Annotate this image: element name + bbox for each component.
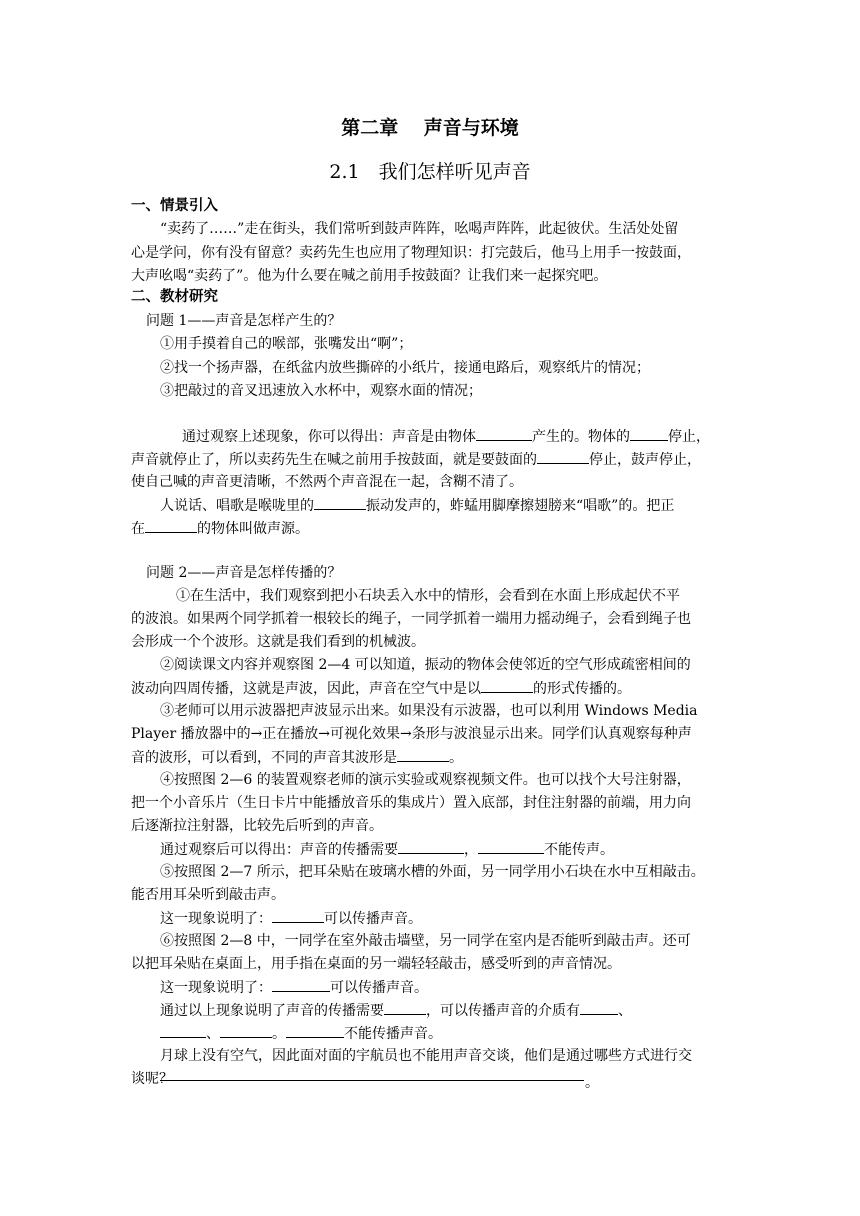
q2-para-3-line-1: ③老师可以用示波器把声波显示出来。如果没有示波器，也可以利用 Windows Media xyxy=(160,703,698,719)
explain-solid xyxy=(160,976,731,999)
moon-question-line-1: 月球上没有空气，因此面对面的宇航员也不能用声音交谈，他们是通过哪些方式进行交 xyxy=(160,1048,692,1064)
q2-para-5-line-2: 能否用耳朵听到敲击声。 xyxy=(131,887,285,903)
text-segment: 通过观察上述现象，你可以得出：声音是由物体 xyxy=(182,429,476,445)
fill-blank[interactable] xyxy=(314,494,366,510)
text-segment: 停止，鼓声停止， xyxy=(589,452,701,468)
text-segment: 通过以上现象说明了声音的传播需要 xyxy=(160,1003,384,1019)
fill-blank[interactable] xyxy=(272,976,330,992)
observation-line-3: 使自己喊的声音更清晰，不然两个声音混在一起，含糊不清了。 xyxy=(131,474,523,490)
text-segment: 不能传播声音。 xyxy=(344,1026,442,1042)
q2-para-1-line-2: 的波浪。如果两个同学抓着一根较长的绳子，一同学抓着一端用力摇动绳子，会看到绳子也 xyxy=(131,611,691,627)
answer-end-mark: 。 xyxy=(585,1075,599,1091)
text-segment: 这一现象说明了： xyxy=(160,911,272,927)
fill-blank[interactable] xyxy=(160,1022,206,1038)
q2-para-1-line-1: ①在生活中，我们观察到把小石块丢入水中的情形，会看到在水面上形成起伏不平 xyxy=(176,588,680,604)
fill-blank[interactable] xyxy=(220,1022,272,1038)
fill-blank[interactable] xyxy=(145,517,197,533)
fill-blank[interactable] xyxy=(481,677,533,693)
fill-blank[interactable] xyxy=(398,838,464,854)
observation-line-4 xyxy=(160,494,731,517)
q2-para-2-line-2 xyxy=(131,677,731,700)
summary-line-2 xyxy=(160,1022,731,1045)
text-segment: 停止， xyxy=(668,429,710,445)
section-title: 2.1 我们怎样听见声音 xyxy=(329,161,531,183)
text-segment: 音的波形，可以看到，不同的声音其波形是 xyxy=(131,750,397,766)
text-segment: 、 xyxy=(618,1003,632,1019)
fill-blank[interactable] xyxy=(630,425,668,441)
q1-item-1: ①用手摸着自己的喉部，张嘴发出“啊”； xyxy=(160,336,413,352)
q2-para-1-line-3: 会形成一个个波形。这就是我们看到的机械波。 xyxy=(131,634,425,650)
heading-textbook-study: 二、教材研究 xyxy=(131,288,218,305)
q2-para-4-line-1: ④按照图 2—6 的装置观察老师的演示实验或观察视频文件。也可以找个大号注射器， xyxy=(160,772,691,788)
observation-line-2 xyxy=(131,448,731,471)
q2-para-4-line-3: 后逐渐拉注射器，比较先后听到的声音。 xyxy=(131,818,383,834)
heading-scenario: 一、情景引入 xyxy=(131,197,218,214)
text-segment: 的物体叫做声源。 xyxy=(197,521,309,537)
q2-para-3-line-2: Player 播放器中的→正在播放→可视化效果→条形与波浪显示出来。同学们认真观察每种声 xyxy=(131,726,692,742)
conclusion-transmission xyxy=(160,838,731,861)
q2-para-3-line-3 xyxy=(131,746,731,769)
q1-item-3: ③把敲过的音叉迅速放入水杯中，观察水面的情况； xyxy=(160,383,482,399)
fill-blank[interactable] xyxy=(286,1022,344,1038)
fill-blank[interactable] xyxy=(272,907,324,923)
intro-line-1: “卖药了……”走在街头，我们常听到鼓声阵阵，吆喝声阵阵，此起彼伏。生活处处留 xyxy=(160,221,679,237)
text-segment: ， xyxy=(464,842,478,858)
text-segment: 振动发声的，蚱蜢用脚摩擦翅膀来“唱歌”的。把正 xyxy=(366,498,675,514)
text-segment: 可以传播声音。 xyxy=(324,911,422,927)
fill-blank[interactable] xyxy=(476,425,532,441)
text-segment: 。 xyxy=(449,750,463,766)
summary-line-1 xyxy=(160,999,731,1022)
q2-para-5-line-1: ⑤按照图 2—7 所示，把耳朵贴在玻璃水槽的外面，另一同学用小石块在水中互相敲击。 xyxy=(160,864,705,880)
q2-para-6-line-2: 以把耳朵贴在桌面上，用手指在桌面的另一端轻轻敲击，感受听到的声音情况。 xyxy=(131,956,621,972)
q1-item-2: ②找一个扬声器，在纸盆内放些撕碎的小纸片，接通电路后，观察纸片的情况； xyxy=(160,360,650,376)
fill-blank[interactable] xyxy=(537,448,589,464)
text-segment: 可以传播声音。 xyxy=(330,980,428,996)
observation-line-1 xyxy=(182,425,731,448)
text-segment: 通过观察后可以得出：声音的传播需要 xyxy=(160,842,398,858)
fill-blank[interactable] xyxy=(397,746,449,762)
text-segment: 这一现象说明了： xyxy=(160,980,272,996)
text-segment: 的形式传播的。 xyxy=(533,681,631,697)
explain-water xyxy=(160,907,731,930)
q2-para-2-line-1: ②阅读课文内容并观察图 2—4 可以知道，振动的物体会使邻近的空气形成疏密相间的 xyxy=(160,657,691,673)
text-segment: 、 xyxy=(206,1026,220,1042)
text-segment: 产生的。物体的 xyxy=(532,429,630,445)
fill-blank[interactable] xyxy=(478,838,544,854)
q2-para-4-line-2: 把一个小音乐片（生日卡片中能播放音乐的集成片）置入底部，封住注射器的前端，用力向 xyxy=(131,795,691,811)
fill-blank[interactable] xyxy=(580,999,618,1015)
chapter-title: 第二章 声音与环境 xyxy=(341,117,519,139)
observation-line-5 xyxy=(131,517,731,540)
text-segment: ，可以传播声音的介质有 xyxy=(426,1003,580,1019)
intro-line-3: 大声吆喝“卖药了”。他为什么要在喊之前用手按鼓面？让我们来一起探究吧。 xyxy=(131,268,608,284)
question-1: 问题 1——声音是怎样产生的？ xyxy=(146,313,342,329)
text-segment: 人说话、唱歌是喉咙里的 xyxy=(160,498,314,514)
text-segment: 波动向四周传播，这就是声波，因此，声音在空气中是以 xyxy=(131,681,481,697)
answer-line[interactable] xyxy=(160,1080,584,1081)
question-2: 问题 2——声音是怎样传播的？ xyxy=(146,565,342,581)
text-segment: 声音就停止了，所以卖药先生在喊之前用手按鼓面，就是要鼓面的 xyxy=(131,452,537,468)
moon-question-line-2: 谈呢？ xyxy=(131,1071,173,1087)
fill-blank[interactable] xyxy=(384,999,426,1015)
text-segment: 不能传声。 xyxy=(544,842,614,858)
q2-para-6-line-1: ⑥按照图 2—8 中，一同学在室外敲击墙壁，另一同学在室内是否能听到敲击声。还可 xyxy=(160,933,691,949)
text-segment: 。 xyxy=(272,1026,286,1042)
intro-line-2: 心是学问，你有没有留意？卖药先生也应用了物理知识：打完鼓后，他马上用手一按鼓面， xyxy=(131,245,691,261)
text-segment: 在 xyxy=(131,521,145,537)
